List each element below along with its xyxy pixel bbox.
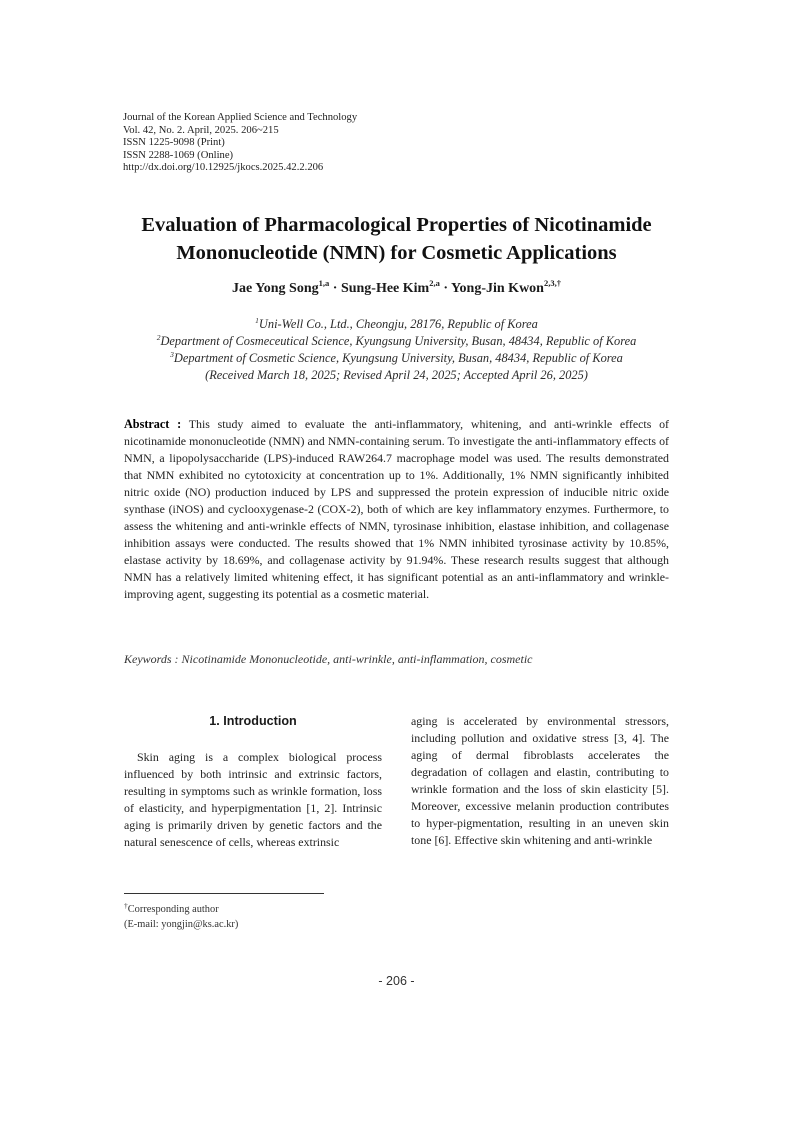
abstract-label: Abstract : (124, 417, 182, 431)
footnote-line (124, 903, 238, 918)
author-superscript: 1,a (318, 278, 330, 288)
affiliation-text: Department of Cosmeceutical Science, Kyungsung University, Busan, 48434, Republic of Korea (160, 334, 637, 348)
footnote (124, 903, 238, 932)
author-superscript: 2,a (429, 278, 440, 288)
author-separator: · (443, 281, 449, 296)
intro-paragraph-right: aging is accelerated by environmental stressors, including pollution and oxidative stress [3, 4]. The aging of dermal fibroblasts accelerates the degradation of collagen and elastin, contributing to wrinkle formation and the loss of skin elasticity [5]. Moreover, excessive melanin production contributes to hyper-pigmentation, resulting in an uneven skin tone [6]. Effective skin whitening and anti-wrinkle (411, 714, 669, 847)
author-superscript: 2,3,† (543, 278, 561, 288)
left-column (124, 749, 382, 851)
journal-name: Journal of the Korean Applied Science and Technology (123, 112, 358, 123)
affiliation-line (60, 333, 733, 350)
section-heading-introduction: 1. Introduction (209, 714, 297, 728)
author-separator: · (332, 281, 338, 296)
abstract (124, 416, 669, 604)
journal-volume: Vol. 42, No. 2. April, 2025. 206~215 (123, 124, 279, 136)
intro-paragraph-left: Skin aging is a complex biological process influenced by both intrinsic and extrinsic factors, resulting in symptoms such as wrinkle formation, loss of elasticity, and hyperpigmentation [1, 2]. Intrinsic aging is primarily driven by genetic factors and the natural senescence of cells, whereas extrinsic (124, 750, 382, 849)
page-number: - 206 - (378, 974, 415, 988)
author-list (60, 278, 733, 297)
affiliation-text: Uni-Well Co., Ltd., Cheongju, 28176, Republic of Korea (258, 317, 538, 331)
received-dates: (Received March 18, 2025; Revised April 24, 2025; Accepted April 26, 2025) (205, 368, 588, 382)
paper-title (60, 211, 733, 267)
affiliation-text: Department of Cosmetic Science, Kyungsung University, Busan, 48434, Republic of Korea (173, 351, 623, 365)
dagger-mark: † (124, 901, 128, 910)
affiliation-superscript: 1 (255, 316, 259, 325)
keywords: Keywords : Nicotinamide Mononucleotide, anti-wrinkle, anti-inflammation, cosmetic (124, 652, 533, 666)
author-name: Sung-Hee Kim (340, 281, 430, 296)
right-column (411, 713, 669, 849)
footnote-email: (E-mail: yongjin@ks.ac.kr) (124, 918, 239, 930)
affiliation-line (60, 316, 733, 333)
title-line-2: Mononucleotide (NMN) for Cosmetic Applications (176, 242, 617, 264)
abstract-text: This study aimed to evaluate the anti-inflammatory, whitening, and anti-wrinkle effects of nicotinamide mononucleotide (NMN) and NMN-containing serum. To investigate the anti-inflammatory effects of NMN, a lipopolysaccharide (LPS)-induced RAW264.7 macrophage model was used. The results demonstrated that NMN exhibited no cytotoxicity at concentration up to 1%. Additionally, 1% NMN significantly inhibited nitric oxide (NO) production induced by LPS and suppressed the protein expression of inducible nitric oxide synthase (iNOS) and cyclooxygenase-2 (COX-2), both of which are key inflammatory enzymes. Furthermore, to assess the whitening and anti-wrinkle effects of NMN, tyrosinase inhibition, elastase inhibition, and collagenase inhibition assays were conducted. The results showed that 1% NMN inhibited tyrosinase activity by 10.85%, elastase activity by 18.69%, and collagenase activity by 91.94%. These research results suggest that although NMN has a relatively limited whitening effect, it has significant potential as an anti-inflammatory and wrinkle-improving agent, suggesting its potential as a cosmetic material. (124, 417, 669, 602)
affiliations (60, 316, 733, 384)
footnote-divider (124, 893, 324, 894)
author-name: Jae Yong Song (232, 281, 319, 296)
journal-issn-print: ISSN 1225-9098 (Print) (123, 137, 225, 149)
author-name: Yong-Jin Kwon (451, 281, 544, 296)
affiliation-superscript: 3 (170, 350, 174, 359)
journal-doi: http://dx.doi.org/10.12925/jkocs.2025.42.2.206 (123, 162, 324, 174)
affiliation-superscript: 2 (156, 333, 161, 342)
footnote-corresponding: Corresponding author (127, 904, 219, 915)
journal-info (123, 112, 357, 175)
journal-issn-online: ISSN 2288-1069 (Online) (123, 149, 234, 161)
affiliation-line (60, 350, 733, 367)
title-line-1: Evaluation of Pharmacological Properties of Nicotinamide (141, 214, 652, 236)
